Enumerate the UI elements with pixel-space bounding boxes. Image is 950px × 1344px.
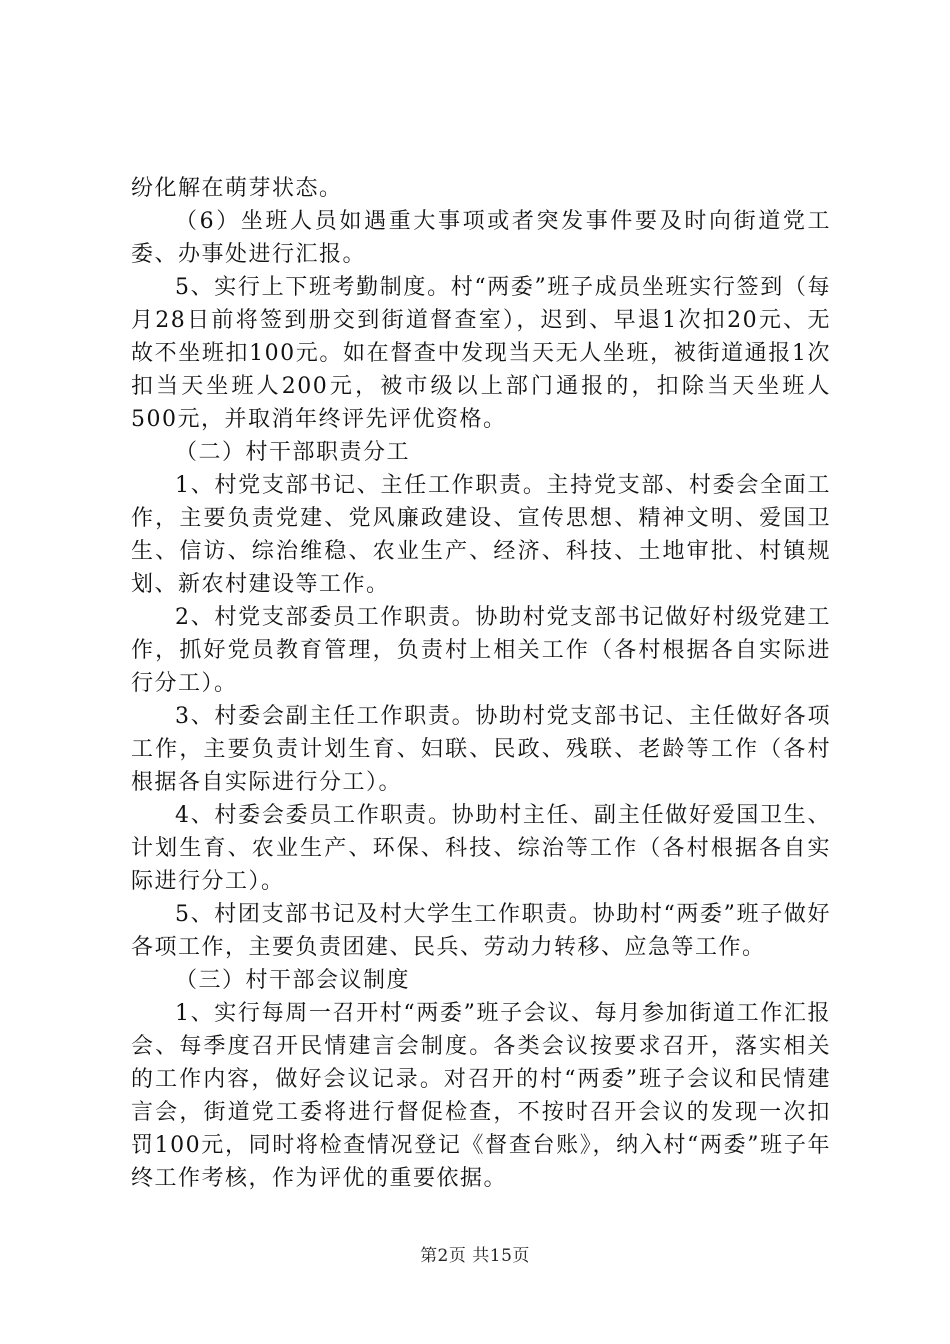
paragraph: 5、村团支部书记及村大学生工作职责。协助村“两委”班子做好各项工作，主要负责团建、民兵、劳动力转移、应急等工作。 <box>131 902 831 960</box>
paragraph: （6）坐班人员如遇重大事项或者突发事件要及时向街道党工委、办事处进行汇报。 <box>131 209 831 267</box>
paragraph: 5、实行上下班考勤制度。村“两委”班子成员坐班实行签到（每月28日前将签到册交到街道督查室），迟到、早退1次扣20元、无故不坐班扣100元。如在督查中发现当天无人坐班，被街道通报1次扣当天坐班人200元，被市级以上部门通报的，扣除当天坐班人500元，并取消年终评先评优资格。 <box>131 275 831 432</box>
section-heading: （二）村干部职责分工 <box>175 440 411 465</box>
paragraph: 2、村党支部委员工作职责。协助村党支部书记做好村级党建工作，抓好党员教育管理，负责村上相关工作（各村根据各自实际进行分工）。 <box>131 605 831 696</box>
paragraph: 纷化解在萌芽状态。 <box>131 176 343 201</box>
paragraph: 3、村委会副主任工作职责。协助村党支部书记、主任做好各项工作，主要负责计划生育、妇联、民政、残联、老龄等工作（各村根据各自实际进行分工）。 <box>131 704 831 795</box>
document-body <box>131 172 831 1195</box>
paragraph: 1、村党支部书记、主任工作职责。主持党支部、村委会全面工作，主要负责党建、党风廉政建设、宣传思想、精神文明、爱国卫生、信访、综治维稳、农业生产、经济、科技、土地审批、村镇规划、新农村建设等工作。 <box>131 473 831 597</box>
page-number-footer: 第2页 共15页 <box>420 1246 530 1266</box>
paragraph: 4、村委会委员工作职责。协助村主任、副主任做好爱国卫生、计划生育、农业生产、环保、科技、综治等工作（各村根据各自实际进行分工）。 <box>131 803 831 894</box>
paragraph: 1、实行每周一召开村“两委”班子会议、每月参加街道工作汇报会、每季度召开民情建言会制度。各类会议按要求召开，落实相关的工作内容，做好会议记录。对召开的村“两委”班子会议和民情建言会，街道党工委将进行督促检查，不按时召开会议的发现一次扣罚100元，同时将检查情况登记《督查台账》，纳入村“两委”班子年终工作考核，作为评优的重要依据。 <box>131 1001 831 1191</box>
section-heading: （三）村干部会议制度 <box>175 968 411 993</box>
